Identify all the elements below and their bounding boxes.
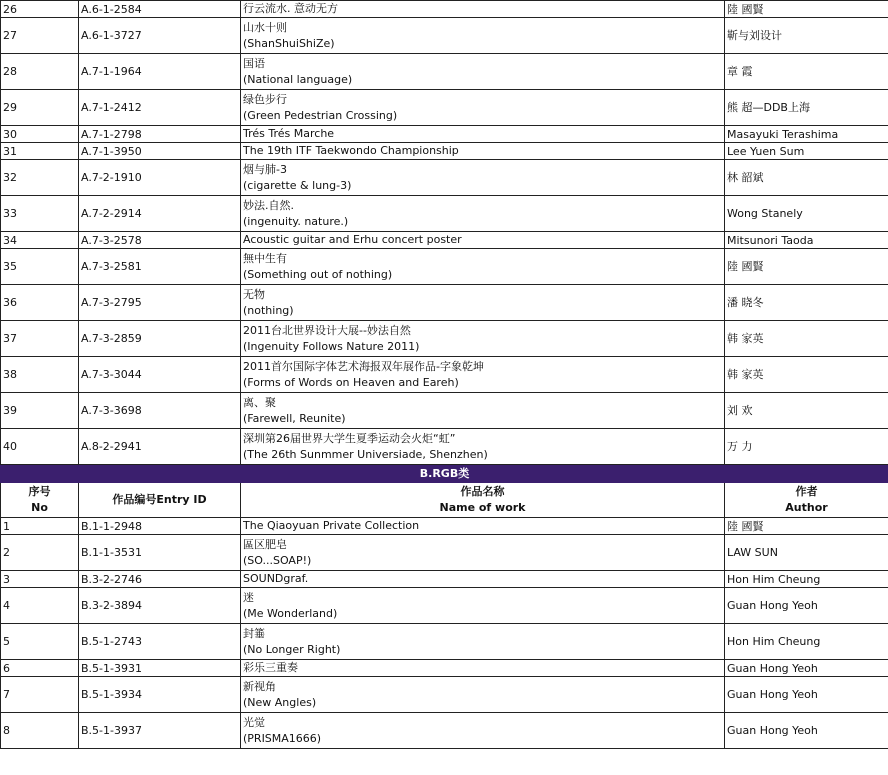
- cell-no: 7: [1, 677, 79, 713]
- name-en: (Me Wonderland): [243, 606, 338, 620]
- cell-no: 26: [1, 1, 79, 18]
- cell-name: [241, 126, 725, 143]
- name-en: (cigarette & lung-3): [243, 178, 352, 192]
- cell-name: [241, 624, 725, 660]
- cell-entry-id: A.7-3-2795: [79, 285, 241, 321]
- table-row: [1, 357, 888, 393]
- cell-author: Guan Hong Yeoh: [725, 588, 888, 624]
- header-name-en: Name of work: [439, 501, 526, 514]
- table-row: [1, 535, 888, 571]
- cell-entry-id: B.5-1-2743: [79, 624, 241, 660]
- table-row: [1, 321, 888, 357]
- cell-author: Guan Hong Yeoh: [725, 677, 888, 713]
- header-name: [241, 483, 725, 518]
- name-en: (Farewell, Reunite): [243, 411, 346, 425]
- cell-name: [241, 588, 725, 624]
- table-row: [1, 588, 888, 624]
- cell-name: [241, 393, 725, 429]
- header-no-en: No: [31, 501, 48, 514]
- cell-name: [241, 196, 725, 232]
- cell-no: 4: [1, 588, 79, 624]
- cell-name: [241, 285, 725, 321]
- cell-entry-id: A.7-1-1964: [79, 54, 241, 90]
- cell-no: 29: [1, 90, 79, 126]
- cell-entry-id: A.7-2-2914: [79, 196, 241, 232]
- cell-author: Lee Yuen Sum: [725, 143, 888, 160]
- column-header-row: [1, 483, 888, 518]
- header-author-en: Author: [785, 501, 828, 514]
- table-row: [1, 196, 888, 232]
- cell-no: 5: [1, 624, 79, 660]
- cell-entry-id: B.3-2-2746: [79, 571, 241, 588]
- name-en: (Forms of Words on Heaven and Eareh): [243, 375, 459, 389]
- table-row: [1, 518, 888, 535]
- table-row: [1, 713, 888, 749]
- table-row: [1, 393, 888, 429]
- table-row: [1, 429, 888, 465]
- name-en: (Green Pedestrian Crossing): [243, 108, 398, 122]
- cell-entry-id: B.1-1-2948: [79, 518, 241, 535]
- name-cn: 封箠: [243, 626, 265, 640]
- header-author-cn: 作者: [795, 485, 818, 498]
- name-cn: 离、聚: [243, 395, 276, 409]
- name-en: (The 26th Sunmmer Universiade, Shenzhen): [243, 447, 488, 461]
- name-cn: 彩乐三重奏: [243, 661, 298, 674]
- cell-entry-id: A.8-2-2941: [79, 429, 241, 465]
- table-row: [1, 660, 888, 677]
- cell-author: 章 霞: [725, 54, 888, 90]
- cell-name: [241, 1, 725, 18]
- cell-author: LAW SUN: [725, 535, 888, 571]
- table-row: [1, 126, 888, 143]
- table-row: [1, 285, 888, 321]
- cell-author: 万 力: [725, 429, 888, 465]
- name-en: (New Angles): [243, 695, 317, 709]
- name-cn: 深圳第26届世界大学生夏季运动会火炬“虹”: [243, 431, 456, 445]
- cell-no: 8: [1, 713, 79, 749]
- name-cn: The 19th ITF Taekwondo Championship: [243, 144, 459, 157]
- name-cn: Trés Trés Marche: [243, 127, 335, 140]
- cell-author: 靳与刘设计: [725, 18, 888, 54]
- cell-entry-id: A.7-3-2581: [79, 249, 241, 285]
- cell-author: Wong Stanely: [725, 196, 888, 232]
- cell-no: 28: [1, 54, 79, 90]
- cell-entry-id: A.6-1-3727: [79, 18, 241, 54]
- cell-no: 2: [1, 535, 79, 571]
- name-cn: The Qiaoyuan Private Collection: [243, 519, 420, 532]
- section-a-rows: [1, 1, 888, 465]
- name-en: (Something out of nothing): [243, 267, 393, 281]
- cell-name: [241, 713, 725, 749]
- cell-entry-id: A.7-1-2412: [79, 90, 241, 126]
- cell-author: Guan Hong Yeoh: [725, 713, 888, 749]
- section-b-head: [1, 465, 888, 518]
- cell-no: 36: [1, 285, 79, 321]
- cell-author: Guan Hong Yeoh: [725, 660, 888, 677]
- cell-entry-id: A.7-3-3044: [79, 357, 241, 393]
- section-b-rows: [1, 518, 888, 749]
- cell-entry-id: B.5-1-3937: [79, 713, 241, 749]
- cell-no: 27: [1, 18, 79, 54]
- name-cn: 迷: [243, 590, 254, 604]
- cell-entry-id: A.7-1-3950: [79, 143, 241, 160]
- header-name-cn: 作品名称: [460, 485, 505, 498]
- cell-name: [241, 571, 725, 588]
- name-cn: SOUNDgraf.: [243, 572, 309, 585]
- cell-name: [241, 518, 725, 535]
- name-en: (Ingenuity Follows Nature 2011): [243, 339, 420, 353]
- name-en: (PRISMA1666): [243, 731, 322, 745]
- name-cn: 區区肥皂: [243, 537, 287, 551]
- name-cn: 無中生有: [243, 251, 287, 265]
- cell-no: 31: [1, 143, 79, 160]
- name-cn: 山水十则: [243, 20, 287, 34]
- cell-author: 陸 國賢: [725, 249, 888, 285]
- name-cn: Acoustic guitar and Erhu concert poster: [243, 233, 462, 246]
- cell-name: [241, 160, 725, 196]
- cell-name: [241, 249, 725, 285]
- cell-name: [241, 677, 725, 713]
- cell-name: [241, 143, 725, 160]
- table-row: [1, 90, 888, 126]
- cell-entry-id: B.1-1-3531: [79, 535, 241, 571]
- cell-no: 34: [1, 232, 79, 249]
- cell-author: 潘 晓冬: [725, 285, 888, 321]
- name-en: (nothing): [243, 303, 294, 317]
- cell-no: 32: [1, 160, 79, 196]
- header-author: [725, 483, 888, 518]
- name-cn: 无物: [243, 287, 265, 301]
- name-cn: 新视角: [243, 679, 276, 693]
- cell-author: Hon Him Cheung: [725, 624, 888, 660]
- table-row: [1, 571, 888, 588]
- cell-no: 35: [1, 249, 79, 285]
- cell-entry-id: A.7-3-2859: [79, 321, 241, 357]
- name-cn: 2011台北世界设计大展--妙法自然: [243, 323, 411, 337]
- cell-name: [241, 232, 725, 249]
- name-cn: 国语: [243, 56, 265, 70]
- header-no-cn: 序号: [28, 485, 51, 498]
- header-entry-id: 作品编号Entry ID: [79, 483, 241, 518]
- cell-name: [241, 54, 725, 90]
- cell-name: [241, 429, 725, 465]
- cell-no: 3: [1, 571, 79, 588]
- cell-author: 熊 超—DDB上海: [725, 90, 888, 126]
- cell-entry-id: B.3-2-3894: [79, 588, 241, 624]
- table-row: [1, 18, 888, 54]
- table-row: [1, 54, 888, 90]
- cell-entry-id: B.5-1-3934: [79, 677, 241, 713]
- cell-author: 陸 國賢: [725, 518, 888, 535]
- cell-author: 韩 家英: [725, 321, 888, 357]
- cell-entry-id: A.7-2-1910: [79, 160, 241, 196]
- name-en: (No Longer Right): [243, 642, 341, 656]
- name-cn: 绿色步行: [243, 92, 287, 106]
- cell-name: [241, 535, 725, 571]
- name-en: (ingenuity. nature.): [243, 214, 349, 228]
- name-cn: 行云流水. 意动无方: [243, 2, 338, 15]
- header-no: [1, 483, 79, 518]
- section-b-title-row: [1, 465, 888, 483]
- cell-no: 38: [1, 357, 79, 393]
- cell-entry-id: A.7-3-2578: [79, 232, 241, 249]
- section-b-title: B.RGB类: [1, 465, 888, 483]
- table-row: [1, 249, 888, 285]
- cell-name: [241, 18, 725, 54]
- cell-name: [241, 321, 725, 357]
- name-cn: 烟与肺-3: [243, 162, 287, 176]
- name-cn: 光觉: [243, 715, 265, 729]
- cell-entry-id: A.7-3-3698: [79, 393, 241, 429]
- cell-author: Mitsunori Taoda: [725, 232, 888, 249]
- cell-entry-id: A.6-1-2584: [79, 1, 241, 18]
- cell-name: [241, 90, 725, 126]
- cell-author: 陸 國賢: [725, 1, 888, 18]
- cell-no: 40: [1, 429, 79, 465]
- cell-author: 韩 家英: [725, 357, 888, 393]
- cell-author: 林 韶斌: [725, 160, 888, 196]
- table-row: [1, 624, 888, 660]
- name-cn: 2011首尔国际字体艺术海报双年展作品-字象乾坤: [243, 359, 484, 373]
- cell-no: 37: [1, 321, 79, 357]
- cell-no: 33: [1, 196, 79, 232]
- cell-entry-id: B.5-1-3931: [79, 660, 241, 677]
- cell-author: 刘 欢: [725, 393, 888, 429]
- cell-no: 6: [1, 660, 79, 677]
- cell-no: 39: [1, 393, 79, 429]
- table-row: [1, 160, 888, 196]
- cell-no: 30: [1, 126, 79, 143]
- table-row: [1, 143, 888, 160]
- name-cn: 妙法.自然.: [243, 198, 294, 212]
- name-en: (National language): [243, 72, 353, 86]
- table-row: [1, 1, 888, 18]
- cell-author: Hon Him Cheung: [725, 571, 888, 588]
- table-row: [1, 232, 888, 249]
- cell-author: Masayuki Terashima: [725, 126, 888, 143]
- name-en: (SO...SOAP!): [243, 553, 312, 567]
- table-row: [1, 677, 888, 713]
- cell-entry-id: A.7-1-2798: [79, 126, 241, 143]
- cell-no: 1: [1, 518, 79, 535]
- cell-name: [241, 660, 725, 677]
- cell-name: [241, 357, 725, 393]
- name-en: (ShanShuiShiZe): [243, 36, 335, 50]
